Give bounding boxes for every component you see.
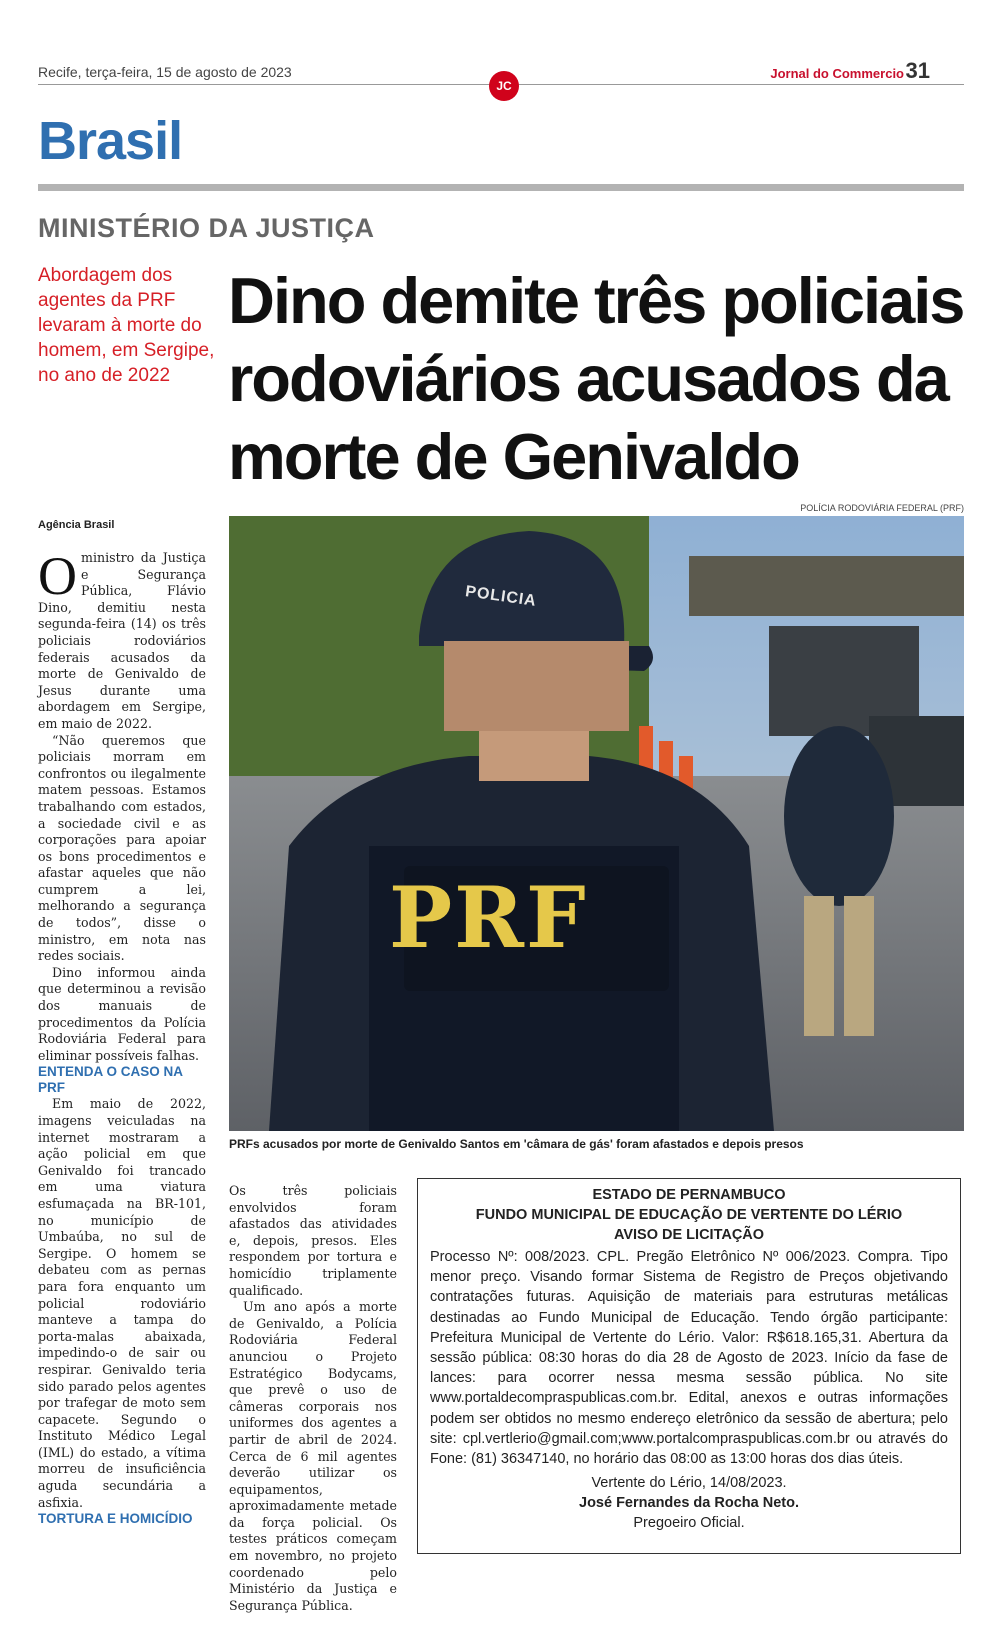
section-title: Brasil <box>38 111 183 171</box>
subhead-case: ENTENDA O CASO NA PRF <box>38 1064 183 1096</box>
notice-fund: FUNDO MUNICIPAL DE EDUCAÇÃO DE VERTENTE DO LÉRIO <box>475 1207 903 1223</box>
deck: Abordagem dos agentes da PRF levaram à morte do homem, em Sergipe, no ano de 2022 <box>38 265 215 386</box>
paragraph-1: ministro da Justiça e Segurança Pública, Flávio Dino, demitiu nesta segunda-feira (14) os três policiais rodoviários federais acusados da morte de Genivaldo de Jesus durante uma abordagem em Sergipe, em maio de 2022. <box>38 550 206 731</box>
notice-role: Pregoeiro Oficial. <box>633 1515 745 1532</box>
paragraph-6: Um ano após a morte de Genivaldo, a Polícia Rodoviária Federal anunciou o Projeto Estratégico Bodycams, que prevê o uso de câmeras corporais nos uniformes dos agentes a partir de abril de 2024. Cerca de 6 mil agentes deverão utilizar os equipamentos, aproximadamente metade da força policial. Os testes práticos começam em novembro, no projeto coordenado pelo Ministério da Justiça e Segurança Pública. <box>229 1299 397 1613</box>
notice-body: Processo Nº: 008/2023. CPL. Pregão Eletrônico Nº 006/2023. Compra. Tipo menor preço. Visando formar Sistema de Registro de Preços objetivando contratações futuras. Aquisição de materiais para estruturas metálicas destinadas ao Fundo Municipal de Educação. Tendo órgão participante: Prefeitura Municipal de Vertente do Lério. Valor: R$618.165,31. Abertura da sessão pública: 08:30 horas do dia 28 de Agosto de 2023. Início da fase de lances: para ocorrer nessa mesma sessão pública. No site www.portaldecompraspublicas.com.br. Edital, anexos e outras informações podem ser obtidos no mesmo endereço eletrônico da sessão de abertura; pelo site: cpl.vertlerio@gmail.com;www.portalcompraspublicas.com.br ou através do Fone: (81) 36347140, no horário das 08:00 as 13:00 horas dos dias úteis. <box>430 1249 948 1468</box>
paragraph-5: Os três policiais envolvidos foram afastados das atividades e, depois, presos. Eles respondem por tortura e homicídio triplamente qualificado. <box>229 1183 397 1298</box>
dropcap: O <box>38 546 77 606</box>
byline: Agência Brasil <box>38 519 115 531</box>
news-photo <box>229 516 964 1131</box>
notice-place-date: Vertente do Lério, 14/08/2023. <box>591 1475 787 1492</box>
page-number: 31 <box>905 58 930 83</box>
photo-illustration <box>229 516 964 1131</box>
article-column-1 <box>38 546 206 1527</box>
jc-logo: JC <box>489 71 519 101</box>
article-column-2 <box>229 1183 397 1614</box>
cap-text: POLICIA <box>464 583 538 610</box>
photo-caption: PRFs acusados por morte de Genivaldo Santos em 'câmara de gás' foram afastados e depois presos <box>229 1137 804 1151</box>
notice-title: AVISO DE LICITAÇÃO <box>613 1227 765 1243</box>
section-rule <box>38 184 964 191</box>
vest-text: PRF <box>389 868 588 967</box>
paragraph-2: “Não queremos que policiais morram em confrontos ou ilegalmente matem pessoas. Estamos trabalhando com estados, a sociedade civil e as corporações para apoiar os bons procedimentos e afastar aqueles que não cumprem a lei, melhorando a segurança de todos”, disse o ministro, em nota nas redes sociais. <box>38 732 206 964</box>
kicker: MINISTÉRIO DA JUSTIÇA <box>38 213 375 243</box>
paper-name: Jornal do Commercio <box>770 66 904 81</box>
photo-credit: POLÍCIA RODOVIÁRIA FEDERAL (PRF) <box>800 503 964 513</box>
headline: Dino demite três policiais rodoviários acusados da morte de Genivaldo <box>228 264 964 493</box>
notice-signer: José Fernandes da Rocha Neto. <box>579 1495 799 1512</box>
subhead-torture: TORTURA E HOMICÍDIO <box>38 1511 193 1527</box>
paragraph-4: Em maio de 2022, imagens veiculadas na internet mostraram a ação policial em que Genivaldo foi trancado em uma viatura esfumaçada na BR-101, no município de Umbaúba, no sul de Sergipe. O homem se debateu com as pernas para fora enquanto um policial rodoviário manteve a tampa do porta-malas abaixada, impedindo-o de sair ou respirar. Genivaldo teria sido parado pelos agentes por trafegar de moto sem capacete. Segundo o Instituto Médico Legal (IML) do estado, a vítima morreu de insuficiência aguda secundária a asfixia. <box>38 1096 206 1510</box>
notice-state: ESTADO DE PERNAMBUCO <box>592 1187 786 1203</box>
legal-notice <box>417 1178 961 1554</box>
paragraph-3: Dino informou ainda que determinou a revisão dos manuais de procedimentos da Polícia Rodoviária Federal para eliminar possíveis falhas. <box>38 964 206 1063</box>
dateline: Recife, terça-feira, 15 de agosto de 2023 <box>38 64 292 80</box>
